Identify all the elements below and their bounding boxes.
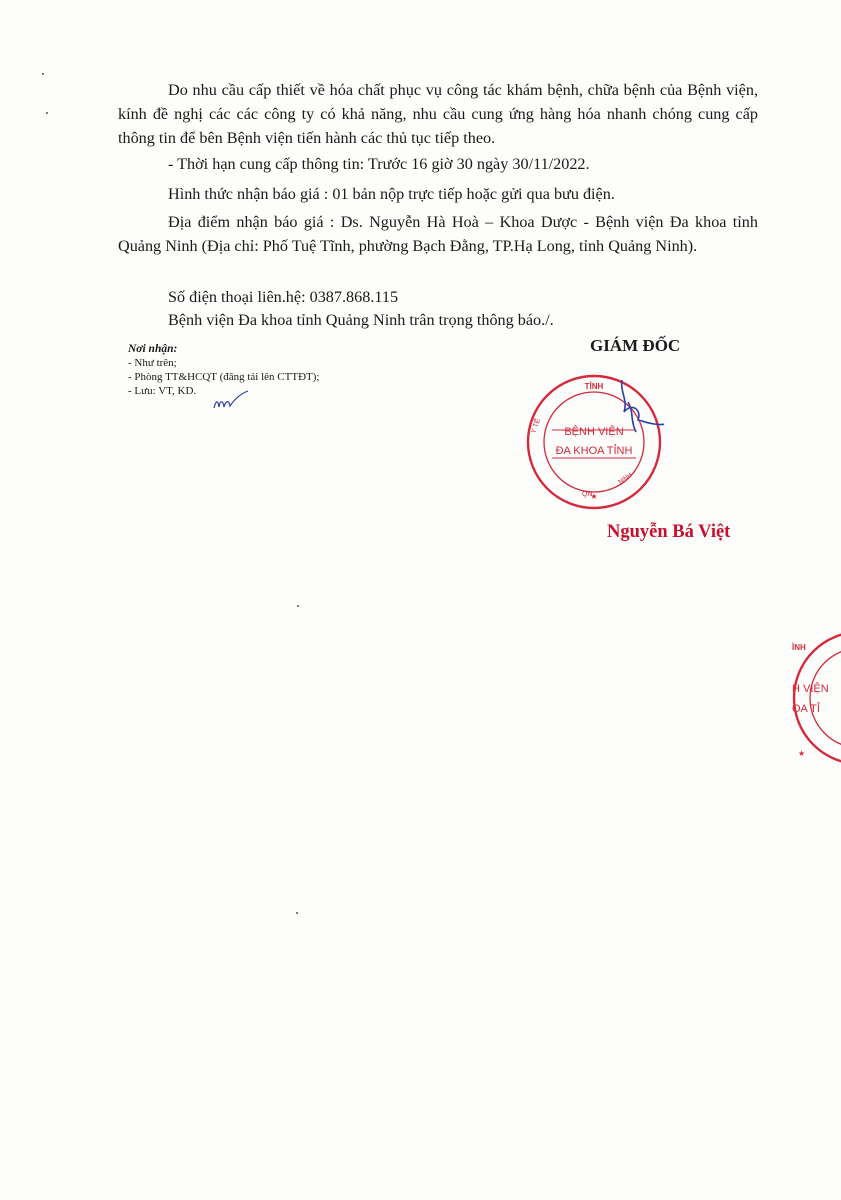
initials-signature	[212, 388, 252, 414]
seal-line-1: BỆNH VIỆN	[564, 426, 624, 438]
location-paragraph: Địa điểm nhận báo giá : Ds. Nguyễn Hà Hoà – Khoa Dược - Bệnh viện Đa khoa tỉnh Quảng Ninh (Địa chỉ: Phố Tuệ Tĩnh, phường Bạch Đằng, TP.Hạ Long, tỉnh Quảng Ninh).	[118, 213, 758, 255]
scan-speck	[296, 912, 298, 914]
signer-name: Nguyễn Bá Việt	[607, 522, 731, 542]
seal-top-text: TỈNH	[584, 382, 604, 391]
seal-right-text: NINH	[617, 472, 634, 486]
recipients-heading: Nơi nhận:	[128, 343, 178, 355]
paragraph-request: Do nhu cầu cấp thiết về hóa chất phục vụ công tác khám bệnh, chữa bệnh của Bệnh viện, kính đề nghị các các công ty có khả năng, nhu cầu cung ứng hàng hóa nhanh chóng cung cấp thông tin để bên Bệnh viện tiến hành các thủ tục tiếp theo.	[118, 81, 758, 147]
fragment-star-icon: ★	[798, 749, 806, 758]
recipient-item: - Như trên;	[128, 357, 177, 369]
deadline-line: - Thời hạn cung cấp thông tin: Trước 16 giờ 30 ngày 30/11/2022.	[168, 155, 590, 173]
scan-speck	[42, 73, 44, 75]
recipient-item: - Phòng TT&HCQT (đăng tải lên CTTĐT);	[128, 371, 320, 383]
fragment-line-1: H VIỆN	[792, 683, 829, 695]
fragment-top-text: ÌNH	[792, 643, 806, 652]
closing-line: Bệnh viện Đa khoa tỉnh Quảng Ninh trân trọng thông báo./.	[168, 311, 554, 329]
recipient-item: - Lưu: VT, KD.	[128, 385, 197, 397]
partial-seal-fragment	[790, 628, 841, 768]
fragment-line-2: OA TỈ	[792, 703, 820, 715]
recipients-block	[128, 342, 428, 398]
seal-star-icon: ★	[590, 492, 598, 501]
seal-left-text: Y TẾ	[530, 417, 543, 435]
phone-line: Số điện thoại liên.hệ: 0387.868.115	[168, 288, 399, 306]
signer-title: GIÁM ĐỐC	[590, 336, 681, 355]
scan-speck	[46, 112, 48, 114]
seal-line-2: ĐA KHOA TỈNH	[555, 445, 633, 457]
hospital-seal-icon	[524, 372, 664, 512]
seal-bottom-text: QN	[582, 491, 593, 498]
method-line: Hình thức nhận báo giá : 01 bản nộp trực tiếp hoặc gửi qua bưu điện.	[168, 185, 615, 203]
scan-speck	[297, 605, 299, 607]
